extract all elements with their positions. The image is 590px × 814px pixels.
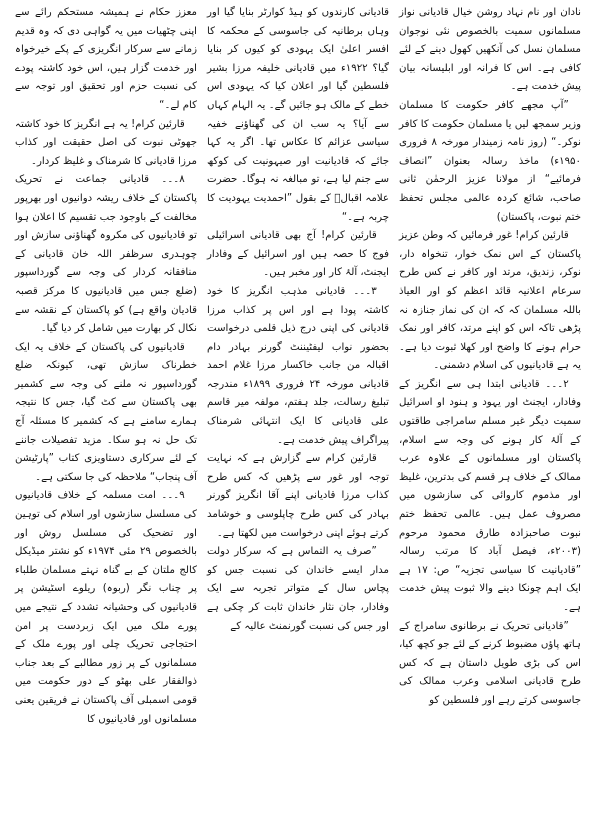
paragraph: قادیانیوں کی پاکستان کے خلاف یہ ایک خطرناک سازش تھی، کیونکہ ضلع گورداسپور نہ ملنے کی وجہ سے کشمیر بھی پاکستان سے کٹ گیا، جس کا نتیجہ ہمارے سامنے ہے کہ کشمیر کا مسئلہ آج تک حل نہ ہو سکا۔ مزید تفصیلات جاننے کے لئے سرکاری دستاویزی کتاب ”پارٹیشن آف پنجاب“ ملاحظہ کی جا سکتی ہے۔ [15, 341, 197, 483]
paragraph: ۹۔۔۔ امت مسلمہ کے خلاف قادیانیوں کی مسلسل سازشوں اور اسلام کی توہین اور تضحیک کی مسلسل روش اور بالخصوص ۲۹ مئی ۱۹۷۴ء کو نشتر میڈیکل کالج ملتان کے بے گناہ نہتے مسلمان طلباء پر چناب نگر (ربوہ) ریلوے اسٹیشن پر قادیانیوں کی وحشیانہ تشدد کے نتیجے میں پورے ملک میں ایک زبردست پر امن احتجاجی تحریک چلی اور پورے ملک کے مسلمانوں کے پر زور مطالبے کے بعد جناب ذوالفقار علی بھٹو کے دور حکومت میں قومی اسمبلی آف پاکستان نے فریقین یعنی مسلمانوں اور قادیانیوں کا [15, 490, 198, 725]
paragraph: ۳۔۔۔ قادیانی مذہب انگریز کا خود کاشتہ پودا ہے اور اس پر کذاب مرزا قادیانی کی اپنی درج ذیل قلمی درخواست بحضور نواب لیفٹیننٹ گورنر بہادر دام اقبالہ من جانب خاکسار مرزا غلام احمد قادیانی مورخہ ۲۴ فروری ۱۸۹۹ء مندرجہ تبلیغ رسالت، جلد ہفتم، مولفہ میر قاسم علی قادیانی کا ایک انتہائی شرمناک پیراگراف پیش خدمت ہے۔ [207, 285, 390, 446]
paragraph: قارئین کرام! غور فرمائیں کہ وطن عزیز پاکستان کے اس نمک خوار، تنخواہ دار، نوکر، زندیق، مرتد اور کافر نے کس طرح سرعام اعلانیہ قائد اعظم کو اور العیاذ باللہ مسلمان کہ کہ ان کی نماز جنازہ نہ پڑھی تاکہ اس کو اپنے مرتد، کافر اور نمک حرام ہونے کا واضح اور کھلا ثبوت دیا ہے۔ یہ ہے قادیانیوں کی اسلام دشمنی۔ [399, 230, 581, 372]
quote-paragraph: ”قادیانی تحریک نے برطانوی سامراج کے ہاتھ پاؤں مضبوط کرنے کے لئے جو کچھ کیا، اس کی بڑی طویل داستان ہے کہ کس طرح قادیانی اسلامی وعرب ممالک کی جاسوسی کرتے رہے اور فلسطین کو [399, 620, 581, 706]
paragraph: قارئین کرام سے گزارش ہے کہ نہایت توجہ اور غور سے پڑھیں کہ کس طرح کذاب مرزا قادیانی اپنے آقا انگریز گورنر بہادر کی کس طرح چاپلوسی و خوشامد کرتے ہوئے اپنی درخواست میں لکھتا ہے۔ [207, 453, 389, 539]
paragraph: قادیانی کارندوں کو ہیڈ کوارٹر بنایا گیا اور وہاں برطانیہ کی جاسوسی کے محکمہ کا افسر اعلیٰ ایک یہودی کو کیوں کر بنایا گیا؟ ۱۹۲۲ء میں قادیانی خلیفہ مرزا بشیر فلسطین گیا اور اعلان کیا کہ یہودی اس خطے کے مالک ہو جائیں گے۔ یہ الہام کہاں سے آیا؟ یہ سب ان کی گھناؤنے خفیہ سیاسی عزائم کا عکاس تھا۔ اگر یہ کہا جائے کہ قادیانیت اور صیہونیت کی کوکھ سے جنم لیا ہے، تو مبالغہ نہ ہوگا۔ حضرت علامہ اقبالؒ کے بقول ”احمدیت یہودیت کا چربہ ہے۔“ [207, 7, 389, 223]
quote-paragraph: ”صرف یہ التماس ہے کہ سرکار دولت مدار ایسے خاندان کی نسبت جس کو پچاس سال کے متواتر تجربہ سے ایک وفادار، جان نثار خاندان ثابت کر چکی ہے اور جس کی نسبت گورنمنٹ عالیہ کے [207, 546, 389, 632]
column-right [396, 4, 584, 814]
paragraph: قارئین کرام! یہ ہے انگریز کا خود کاشتہ جھوٹی نبوت کی اصل حقیقت اور کذاب مرزا قادیانی کا شرمناک و غلیظ کردار۔ [15, 118, 197, 167]
paragraph: معزز حکام نے ہمیشہ مستحکم رائے سے اپنی چٹھیات میں یہ گواہی دی کہ وہ قدیم زمانے سے سرکار انگریزی کے پکے خیرخواہ اور خدمت گزار ہیں، اس خود کاشتہ پودے کی نسبت حزم اور تحقیق اور توجہ سے کام لے۔“ [15, 7, 197, 111]
paragraph: نادان اور نام نہاد روشن خیال قادیانی نواز مسلمانوں سمیت بالخصوص نئی نوجوان مسلمان نسل کی آنکھیں کھول دینے کے لئے کافی ہے۔ اس کا فرانہ اور ابلیسانہ بیان پیش خدمت ہے۔ [399, 7, 581, 93]
paragraph: ۸۔۔۔ قادیانی جماعت نے تحریک پاکستان کے خلاف ریشہ دوانیوں اور بھرپور مخالفت کے باوجود جب تقسیم کا اعلان ہوا تو قادیانیوں کی مکروہ گھناؤنی سازش اور چوہدری سرظفر اللہ خان قادیانی کے منافقانہ کردار کی وجہ سے گورداسپور (ضلع جس میں قادیانیوں کا مرکز قصبہ قادیان واقع ہے) کو پاکستان کے نقشہ سے نکال کر بھارت میں شامل کر دیا گیا۔ [15, 174, 197, 335]
column-middle [204, 4, 392, 814]
paragraph: ۲۔۔۔ قادیانی ابتدا ہی سے انگریز کے وفادار، ایجنٹ اور یہود و ہنود او اسرائیل سمیت دیگر غیر مسلم سامراجی طاقتوں کے آلۂ کار ہونے کی وجہ سے اسلام، پاکستان اور مسلمانوں کے علاوہ عرب ممالک کے خلاف ہر قسم کی بدترین، غلیظ اور مذموم کاروائی کی سازشوں میں مصروف عمل ہیں۔ عالمی تحفظ ختم نبوت صاحبزادہ طارق محمود مرحوم (۲۰۰۳ء، فیصل آباد کا مرتب رسالہ ”قادیانیت کا سیاسی تجزیہ“ ص: ۱۷ ہے ایک اہم چونکا دینے والا ثبوت پیش خدمت ہے۔ [399, 378, 581, 613]
quote-paragraph: ”آپ مجھے کافر حکومت کا مسلمان وزیر سمجھ لیں یا مسلمان حکومت کا کافر نوکر۔“ (روز نامہ زمیندار مورخہ ۸ فروری ۱۹۵۰ء) ماخذ رسالہ بعنوان ”انصاف فرمائیے“ از مولانا عزیز الرحمٰن ثانی صاحب، شائع کردہ عالمی مجلس تحفظ ختم نبوت، پاکستان) [399, 99, 581, 223]
column-left [12, 4, 200, 814]
paragraph: قارئین کرام! آج بھی قادیانی اسرائیلی فوج کا حصہ ہیں اور اسرائیل کے وفادار ایجنٹ، آلۂ کار اور مخبر ہیں۔ [207, 230, 389, 279]
